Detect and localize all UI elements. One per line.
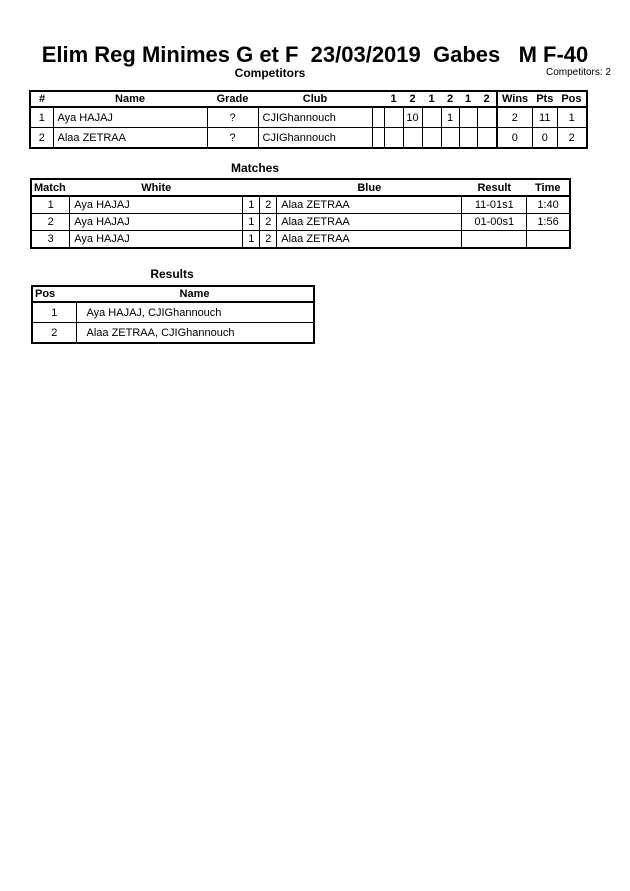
competitor-score-cell [422, 107, 441, 128]
match-result: 11-01s1 [462, 196, 527, 214]
match-result [462, 231, 527, 249]
result-row [32, 302, 314, 323]
competitor-row [30, 107, 587, 128]
match-blue-name: Alaa ZETRAA [277, 214, 462, 231]
competitor-score-cell [459, 107, 477, 128]
competitors-header-pts: Pts [532, 91, 557, 107]
match-blue-num: 2 [260, 231, 277, 249]
competitors-header-score-5: 1 [459, 91, 477, 107]
competitor-score-cell [384, 107, 403, 128]
match-number: 1 [31, 196, 70, 214]
match-white-num: 1 [243, 214, 260, 231]
competitor-score-cell [477, 128, 497, 149]
matches-table [30, 178, 571, 249]
competitors-header-score-1: 1 [384, 91, 403, 107]
competitors-header-club: Club [258, 91, 372, 107]
competitor-score-cell [441, 128, 459, 149]
match-row [31, 196, 570, 214]
result-pos: 2 [32, 323, 76, 344]
competitor-score-cell [422, 128, 441, 149]
competitor-wins: 0 [497, 128, 532, 149]
competitor-score-cell [477, 107, 497, 128]
competitors-header-wins: Wins [497, 91, 532, 107]
competitors-header-score-6: 2 [477, 91, 497, 107]
match-white-name: Aya HAJAJ [70, 196, 243, 214]
match-row [31, 231, 570, 249]
match-time [527, 231, 570, 249]
competitors-header-spacer [372, 91, 384, 107]
match-white-num: 1 [243, 231, 260, 249]
competitor-name: Alaa ZETRAA [53, 128, 207, 149]
result-row [32, 323, 314, 344]
matches-header-match: Match [31, 179, 70, 196]
competitors-header-grade: Grade [207, 91, 258, 107]
match-number: 3 [31, 231, 70, 249]
competitor-score-cell [384, 128, 403, 149]
competitor-pos: 1 [557, 107, 586, 128]
competitor-club: CJIGhannouch [258, 107, 372, 128]
competitor-wins: 2 [497, 107, 532, 128]
competitor-grade: ? [207, 107, 258, 128]
matches-header-white-num [243, 179, 260, 196]
results-header-pos: Pos [32, 286, 76, 302]
competitors-header-num: # [30, 91, 53, 107]
competitor-spacer-cell [372, 128, 384, 149]
matches-section-title: Matches [230, 161, 280, 175]
competitor-grade: ? [207, 128, 258, 149]
match-blue-name: Alaa ZETRAA [277, 231, 462, 249]
competitors-count: Competitors: 2 [545, 67, 611, 78]
match-row [31, 214, 570, 231]
competitor-row [30, 128, 587, 149]
results-table [31, 285, 315, 344]
match-number: 2 [31, 214, 70, 231]
match-result: 01-00s1 [462, 214, 527, 231]
competitor-score-cell [403, 128, 422, 149]
competitor-club: CJIGhannouch [258, 128, 372, 149]
match-blue-name: Alaa ZETRAA [277, 196, 462, 214]
matches-header-result: Result [462, 179, 527, 196]
competitor-pts: 11 [532, 107, 557, 128]
result-pos: 1 [32, 302, 76, 323]
competitor-pos: 2 [557, 128, 586, 149]
matches-header-time: Time [527, 179, 570, 196]
competitors-table [29, 90, 588, 149]
results-header-name: Name [76, 286, 314, 302]
match-time: 1:56 [527, 214, 570, 231]
match-blue-num: 2 [260, 196, 277, 214]
page-title: Elim Reg Minimes G et F 23/03/2019 Gabes M F-40 [41, 42, 589, 67]
competitors-section-title: Competitors [234, 66, 306, 80]
competitors-header-score-2: 2 [403, 91, 422, 107]
match-white-num: 1 [243, 196, 260, 214]
competitors-header-name: Name [53, 91, 207, 107]
match-blue-num: 2 [260, 214, 277, 231]
competitor-pts: 0 [532, 128, 557, 149]
matches-header-white: White [70, 179, 243, 196]
competitors-header-row [30, 91, 587, 107]
result-name: Alaa ZETRAA, CJIGhannouch [76, 323, 314, 344]
competitor-score-cell: 10 [403, 107, 422, 128]
competitors-header-pos: Pos [557, 91, 586, 107]
competitor-score-cell: 1 [441, 107, 459, 128]
competitor-name: Aya HAJAJ [53, 107, 207, 128]
result-name: Aya HAJAJ, CJIGhannouch [76, 302, 314, 323]
matches-header-blue: Blue [277, 179, 462, 196]
match-white-name: Aya HAJAJ [70, 231, 243, 249]
matches-header-blue-num [260, 179, 277, 196]
competitors-header-score-3: 1 [422, 91, 441, 107]
match-white-name: Aya HAJAJ [70, 214, 243, 231]
competitor-num: 1 [30, 107, 53, 128]
competitor-score-cell [459, 128, 477, 149]
match-time: 1:40 [527, 196, 570, 214]
competitor-num: 2 [30, 128, 53, 149]
results-section-title: Results [150, 267, 194, 281]
competitor-spacer-cell [372, 107, 384, 128]
competitors-header-score-4: 2 [441, 91, 459, 107]
matches-header-row [31, 179, 570, 196]
results-header-row [32, 286, 314, 302]
